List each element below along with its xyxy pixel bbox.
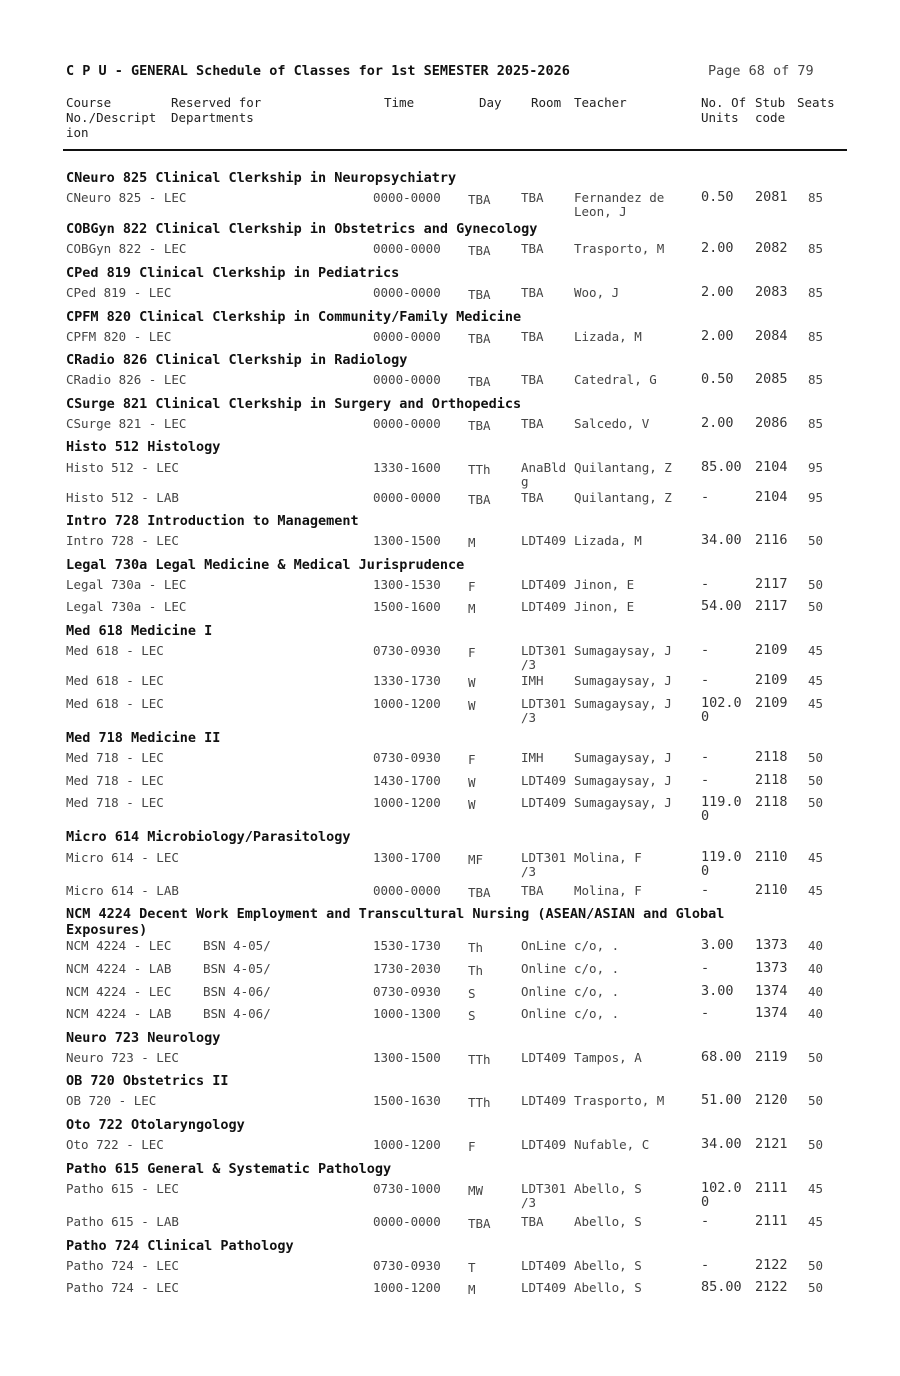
cell-teacher: c/o, .	[574, 1006, 620, 1021]
cell-stub: 2111	[755, 1180, 788, 1196]
cell-day: TBA	[468, 243, 491, 258]
cell-seats: 85	[808, 372, 824, 387]
cell-stub: 1373	[755, 960, 788, 976]
course-group-title: CPed 819 Clinical Clerkship in Pediatrics	[66, 265, 400, 281]
cell-units: -	[701, 772, 710, 788]
cell-seats: 50	[808, 1093, 824, 1108]
cell-teacher: Catedral, G	[574, 372, 657, 387]
cell-day: MW	[468, 1183, 484, 1198]
course-group-title: Legal 730a Legal Medicine & Medical Jurisprudence	[66, 557, 465, 573]
course-group-title: NCM 4224 Decent Work Employment and Transcultural Nursing (ASEAN/ASIAN and Global Exposures)	[66, 906, 725, 938]
col-header-room: Room	[531, 95, 562, 110]
cell-units: -	[701, 1005, 710, 1021]
cell-day: M	[468, 601, 476, 616]
course-group-title: CRadio 826 Clinical Clerkship in Radiology	[66, 352, 408, 368]
cell-room: TBA	[521, 285, 544, 300]
cell-day: W	[468, 698, 476, 713]
cell-units: -	[701, 1257, 710, 1273]
cell-course: Legal 730a - LEC	[66, 577, 187, 592]
cell-seats: 50	[808, 577, 824, 592]
cell-seats: 45	[808, 673, 824, 688]
cell-room: LDT301 /3	[521, 850, 567, 879]
cell-time: 1000-1200	[373, 1280, 441, 1295]
cell-seats: 85	[808, 416, 824, 431]
cell-stub: 1373	[755, 937, 788, 953]
cell-units: -	[701, 882, 710, 898]
cell-room: TBA	[521, 1214, 544, 1229]
cell-time: 0000-0000	[373, 190, 441, 205]
cell-time: 1500-1630	[373, 1093, 441, 1108]
cell-room: LDT409	[521, 1137, 567, 1152]
cell-room: LDT301 /3	[521, 643, 567, 672]
cell-teacher: c/o, .	[574, 984, 620, 999]
col-header-course: Course No./Descript ion	[66, 95, 157, 140]
cell-time: 1300-1530	[373, 577, 441, 592]
cell-stub: 2109	[755, 695, 788, 711]
cell-units: 85.00	[701, 1279, 742, 1295]
cell-room: LDT301 /3	[521, 696, 567, 725]
cell-room: Online	[521, 984, 567, 999]
cell-course: Histo 512 - LAB	[66, 490, 179, 505]
course-group-title: Oto 722 Otolaryngology	[66, 1117, 245, 1133]
cell-seats: 45	[808, 643, 824, 658]
cell-teacher: Lizada, M	[574, 329, 642, 344]
cell-reserved: BSN 4-06/	[203, 1006, 271, 1021]
cell-course: NCM 4224 - LEC	[66, 938, 172, 953]
cell-teacher: Nufable, C	[574, 1137, 650, 1152]
cell-teacher: Sumagaysay, J	[574, 773, 672, 788]
cell-time: 0000-0000	[373, 1214, 441, 1229]
cell-course: CPFM 820 - LEC	[66, 329, 172, 344]
cell-time: 0000-0000	[373, 285, 441, 300]
cell-stub: 2118	[755, 749, 788, 765]
col-header-units: No. Of Units	[701, 95, 747, 125]
course-group-title: OB 720 Obstetrics II	[66, 1073, 229, 1089]
cell-time: 0000-0000	[373, 329, 441, 344]
cell-time: 1000-1300	[373, 1006, 441, 1021]
cell-teacher: Jinon, E	[574, 577, 635, 592]
cell-room: TBA	[521, 329, 544, 344]
cell-units: 85.00	[701, 459, 742, 475]
cell-stub: 1374	[755, 983, 788, 999]
cell-seats: 50	[808, 795, 824, 810]
cell-day: TBA	[468, 1216, 491, 1231]
cell-units: 119.0 0	[701, 849, 742, 879]
cell-day: TTh	[468, 1095, 491, 1110]
cell-stub: 2104	[755, 489, 788, 505]
cell-course: CNeuro 825 - LEC	[66, 190, 187, 205]
cell-day: TBA	[468, 418, 491, 433]
cell-time: 0000-0000	[373, 883, 441, 898]
cell-room: IMH	[521, 750, 544, 765]
cell-teacher: Jinon, E	[574, 599, 635, 614]
cell-room: LDT409	[521, 1093, 567, 1108]
col-header-reserved: Reserved for Departments	[171, 95, 262, 125]
cell-time: 0000-0000	[373, 241, 441, 256]
cell-units: 34.00	[701, 532, 742, 548]
col-header-teacher: Teacher	[574, 95, 627, 110]
cell-day: W	[468, 797, 476, 812]
cell-course: Med 618 - LEC	[66, 696, 164, 711]
cell-teacher: Abello, S	[574, 1258, 642, 1273]
cell-stub: 2082	[755, 240, 788, 256]
cell-stub: 2122	[755, 1257, 788, 1273]
cell-teacher: Salcedo, V	[574, 416, 650, 431]
cell-day: TTh	[468, 462, 491, 477]
cell-day: TBA	[468, 331, 491, 346]
cell-stub: 2085	[755, 371, 788, 387]
cell-time: 1300-1500	[373, 1050, 441, 1065]
cell-time: 0730-1000	[373, 1181, 441, 1196]
cell-units: 119.0 0	[701, 794, 742, 824]
cell-course: Med 618 - LEC	[66, 673, 164, 688]
cell-course: Patho 615 - LAB	[66, 1214, 179, 1229]
cell-stub: 2110	[755, 882, 788, 898]
cell-units: -	[701, 960, 710, 976]
course-group-title: COBGyn 822 Clinical Clerkship in Obstetrics and Gynecology	[66, 221, 538, 237]
cell-course: CSurge 821 - LEC	[66, 416, 187, 431]
cell-teacher: c/o, .	[574, 938, 620, 953]
cell-units: 68.00	[701, 1049, 742, 1065]
cell-units: -	[701, 672, 710, 688]
cell-day: S	[468, 986, 476, 1001]
cell-units: 34.00	[701, 1136, 742, 1152]
cell-units: 102.0 0	[701, 695, 742, 725]
col-header-time: Time	[384, 95, 415, 110]
course-group-title: Patho 615 General & Systematic Pathology	[66, 1161, 392, 1177]
cell-seats: 40	[808, 938, 824, 953]
cell-room: IMH	[521, 673, 544, 688]
cell-room: TBA	[521, 190, 544, 205]
cell-day: M	[468, 535, 476, 550]
course-group-title: Intro 728 Introduction to Management	[66, 513, 359, 529]
cell-course: Neuro 723 - LEC	[66, 1050, 179, 1065]
cell-day: F	[468, 1139, 476, 1154]
cell-teacher: Abello, S	[574, 1214, 642, 1229]
cell-teacher: Tampos, A	[574, 1050, 642, 1065]
cell-time: 1000-1200	[373, 795, 441, 810]
cell-time: 1530-1730	[373, 938, 441, 953]
cell-course: Patho 724 - LEC	[66, 1280, 179, 1295]
cell-stub: 2109	[755, 672, 788, 688]
cell-stub: 2083	[755, 284, 788, 300]
cell-stub: 2118	[755, 772, 788, 788]
cell-units: -	[701, 642, 710, 658]
cell-teacher: Trasporto, M	[574, 1093, 665, 1108]
cell-seats: 95	[808, 490, 824, 505]
cell-course: Med 618 - LEC	[66, 643, 164, 658]
cell-course: Intro 728 - LEC	[66, 533, 179, 548]
cell-seats: 40	[808, 984, 824, 999]
cell-seats: 50	[808, 1137, 824, 1152]
cell-teacher: Sumagaysay, J	[574, 643, 672, 658]
cell-seats: 45	[808, 1214, 824, 1229]
course-group-title: Neuro 723 Neurology	[66, 1030, 221, 1046]
cell-time: 1730-2030	[373, 961, 441, 976]
course-group-title: CNeuro 825 Clinical Clerkship in Neuropsychiatry	[66, 170, 457, 186]
cell-teacher: Sumagaysay, J	[574, 696, 672, 711]
cell-day: TBA	[468, 374, 491, 389]
cell-time: 0730-0930	[373, 643, 441, 658]
cell-room: LDT409	[521, 795, 567, 810]
cell-seats: 40	[808, 961, 824, 976]
cell-stub: 2110	[755, 849, 788, 865]
cell-day: F	[468, 579, 476, 594]
cell-teacher: Quilantang, Z	[574, 460, 672, 475]
cell-teacher: Fernandez de Leon, J	[574, 190, 665, 219]
cell-stub: 2086	[755, 415, 788, 431]
cell-course: Patho 615 - LEC	[66, 1181, 179, 1196]
cell-reserved: BSN 4-05/	[203, 961, 271, 976]
cell-seats: 45	[808, 850, 824, 865]
cell-units: -	[701, 1213, 710, 1229]
cell-day: TBA	[468, 287, 491, 302]
cell-teacher: Trasporto, M	[574, 241, 665, 256]
cell-room: AnaBld g	[521, 460, 567, 489]
cell-seats: 85	[808, 190, 824, 205]
cell-teacher: Sumagaysay, J	[574, 750, 672, 765]
course-group-title: Micro 614 Microbiology/Parasitology	[66, 829, 351, 845]
cell-units: -	[701, 576, 710, 592]
cell-time: 0730-0930	[373, 984, 441, 999]
cell-course: NCM 4224 - LAB	[66, 1006, 172, 1021]
cell-day: MF	[468, 852, 484, 867]
cell-day: TTh	[468, 1052, 491, 1067]
cell-stub: 2122	[755, 1279, 788, 1295]
cell-course: Med 718 - LEC	[66, 773, 164, 788]
cell-time: 1300-1700	[373, 850, 441, 865]
col-header-stub: Stub code	[755, 95, 786, 125]
cell-teacher: Molina, F	[574, 850, 642, 865]
cell-day: TBA	[468, 492, 491, 507]
course-group-title: CPFM 820 Clinical Clerkship in Community/Family Medicine	[66, 309, 522, 325]
cell-time: 1500-1600	[373, 599, 441, 614]
cell-teacher: Lizada, M	[574, 533, 642, 548]
cell-room: TBA	[521, 372, 544, 387]
cell-room: LDT409	[521, 1280, 567, 1295]
cell-course: Legal 730a - LEC	[66, 599, 187, 614]
cell-day: F	[468, 752, 476, 767]
page-number: Page 68 of 79	[708, 63, 814, 79]
cell-room: Online	[521, 1006, 567, 1021]
cell-stub: 2081	[755, 189, 788, 205]
cell-seats: 50	[808, 599, 824, 614]
cell-room: TBA	[521, 490, 544, 505]
cell-seats: 95	[808, 460, 824, 475]
cell-time: 0000-0000	[373, 372, 441, 387]
cell-room: LDT409	[521, 599, 567, 614]
cell-day: W	[468, 775, 476, 790]
cell-day: Th	[468, 963, 484, 978]
cell-seats: 50	[808, 1050, 824, 1065]
cell-day: M	[468, 1282, 476, 1297]
cell-time: 0000-0000	[373, 416, 441, 431]
cell-seats: 50	[808, 1280, 824, 1295]
cell-units: 54.00	[701, 598, 742, 614]
cell-teacher: Sumagaysay, J	[574, 673, 672, 688]
cell-units: 0.50	[701, 189, 734, 205]
cell-seats: 85	[808, 285, 824, 300]
cell-course: Micro 614 - LEC	[66, 850, 179, 865]
cell-stub: 2109	[755, 642, 788, 658]
cell-units: -	[701, 749, 710, 765]
cell-units: 3.00	[701, 937, 734, 953]
cell-course: COBGyn 822 - LEC	[66, 241, 187, 256]
cell-stub: 2084	[755, 328, 788, 344]
cell-course: Med 718 - LEC	[66, 795, 164, 810]
cell-seats: 40	[808, 1006, 824, 1021]
cell-day: W	[468, 675, 476, 690]
cell-day: TBA	[468, 192, 491, 207]
cell-stub: 2104	[755, 459, 788, 475]
cell-course: CPed 819 - LEC	[66, 285, 172, 300]
cell-room: OnLine	[521, 938, 567, 953]
cell-course: NCM 4224 - LAB	[66, 961, 172, 976]
cell-room: LDT301 /3	[521, 1181, 567, 1210]
cell-reserved: BSN 4-05/	[203, 938, 271, 953]
cell-seats: 50	[808, 750, 824, 765]
cell-room: Online	[521, 961, 567, 976]
cell-units: 2.00	[701, 415, 734, 431]
cell-units: 0.50	[701, 371, 734, 387]
cell-stub: 2121	[755, 1136, 788, 1152]
cell-stub: 2111	[755, 1213, 788, 1229]
cell-time: 1330-1730	[373, 673, 441, 688]
col-header-day: Day	[479, 95, 502, 110]
cell-seats: 85	[808, 329, 824, 344]
cell-time: 1430-1700	[373, 773, 441, 788]
cell-course: OB 720 - LEC	[66, 1093, 157, 1108]
course-group-title: Patho 724 Clinical Pathology	[66, 1238, 294, 1254]
cell-room: LDT409	[521, 1258, 567, 1273]
cell-course: NCM 4224 - LEC	[66, 984, 172, 999]
cell-units: 2.00	[701, 328, 734, 344]
cell-course: Histo 512 - LEC	[66, 460, 179, 475]
cell-course: Patho 724 - LEC	[66, 1258, 179, 1273]
cell-time: 1000-1200	[373, 1137, 441, 1152]
cell-stub: 1374	[755, 1005, 788, 1021]
cell-stub: 2117	[755, 576, 788, 592]
cell-course: Med 718 - LEC	[66, 750, 164, 765]
cell-seats: 50	[808, 1258, 824, 1273]
course-group-title: Med 718 Medicine II	[66, 730, 221, 746]
course-group-title: Histo 512 Histology	[66, 439, 221, 455]
cell-course: Oto 722 - LEC	[66, 1137, 164, 1152]
cell-day: TBA	[468, 885, 491, 900]
col-header-seats: Seats	[797, 95, 835, 110]
cell-teacher: Woo, J	[574, 285, 620, 300]
cell-stub: 2118	[755, 794, 788, 810]
cell-units: 51.00	[701, 1092, 742, 1108]
cell-time: 0000-0000	[373, 490, 441, 505]
cell-teacher: c/o, .	[574, 961, 620, 976]
cell-units: 2.00	[701, 240, 734, 256]
cell-time: 0730-0930	[373, 750, 441, 765]
cell-teacher: Abello, S	[574, 1280, 642, 1295]
cell-stub: 2119	[755, 1049, 788, 1065]
cell-stub: 2116	[755, 532, 788, 548]
cell-room: TBA	[521, 416, 544, 431]
cell-units: 3.00	[701, 983, 734, 999]
cell-time: 1000-1200	[373, 696, 441, 711]
cell-units: 102.0 0	[701, 1180, 742, 1210]
cell-course: Micro 614 - LAB	[66, 883, 179, 898]
cell-seats: 50	[808, 773, 824, 788]
cell-teacher: Quilantang, Z	[574, 490, 672, 505]
cell-day: S	[468, 1008, 476, 1023]
cell-room: LDT409	[521, 577, 567, 592]
cell-teacher: Molina, F	[574, 883, 642, 898]
cell-time: 0730-0930	[373, 1258, 441, 1273]
course-group-title: Med 618 Medicine I	[66, 623, 213, 639]
cell-day: F	[468, 645, 476, 660]
cell-reserved: BSN 4-06/	[203, 984, 271, 999]
cell-seats: 45	[808, 883, 824, 898]
page-title: C P U - GENERAL Schedule of Classes for 1st SEMESTER 2025-2026	[66, 63, 570, 79]
cell-seats: 50	[808, 533, 824, 548]
cell-room: TBA	[521, 883, 544, 898]
cell-stub: 2120	[755, 1092, 788, 1108]
cell-units: -	[701, 489, 710, 505]
cell-stub: 2117	[755, 598, 788, 614]
cell-seats: 45	[808, 696, 824, 711]
cell-teacher: Abello, S	[574, 1181, 642, 1196]
cell-room: LDT409	[521, 773, 567, 788]
cell-course: CRadio 826 - LEC	[66, 372, 187, 387]
cell-seats: 85	[808, 241, 824, 256]
cell-room: LDT409	[521, 533, 567, 548]
cell-teacher: Sumagaysay, J	[574, 795, 672, 810]
cell-day: T	[468, 1260, 476, 1275]
cell-room: LDT409	[521, 1050, 567, 1065]
cell-seats: 45	[808, 1181, 824, 1196]
cell-time: 1300-1500	[373, 533, 441, 548]
cell-units: 2.00	[701, 284, 734, 300]
cell-room: TBA	[521, 241, 544, 256]
cell-day: Th	[468, 940, 484, 955]
course-group-title: CSurge 821 Clinical Clerkship in Surgery and Orthopedics	[66, 396, 522, 412]
cell-time: 1330-1600	[373, 460, 441, 475]
